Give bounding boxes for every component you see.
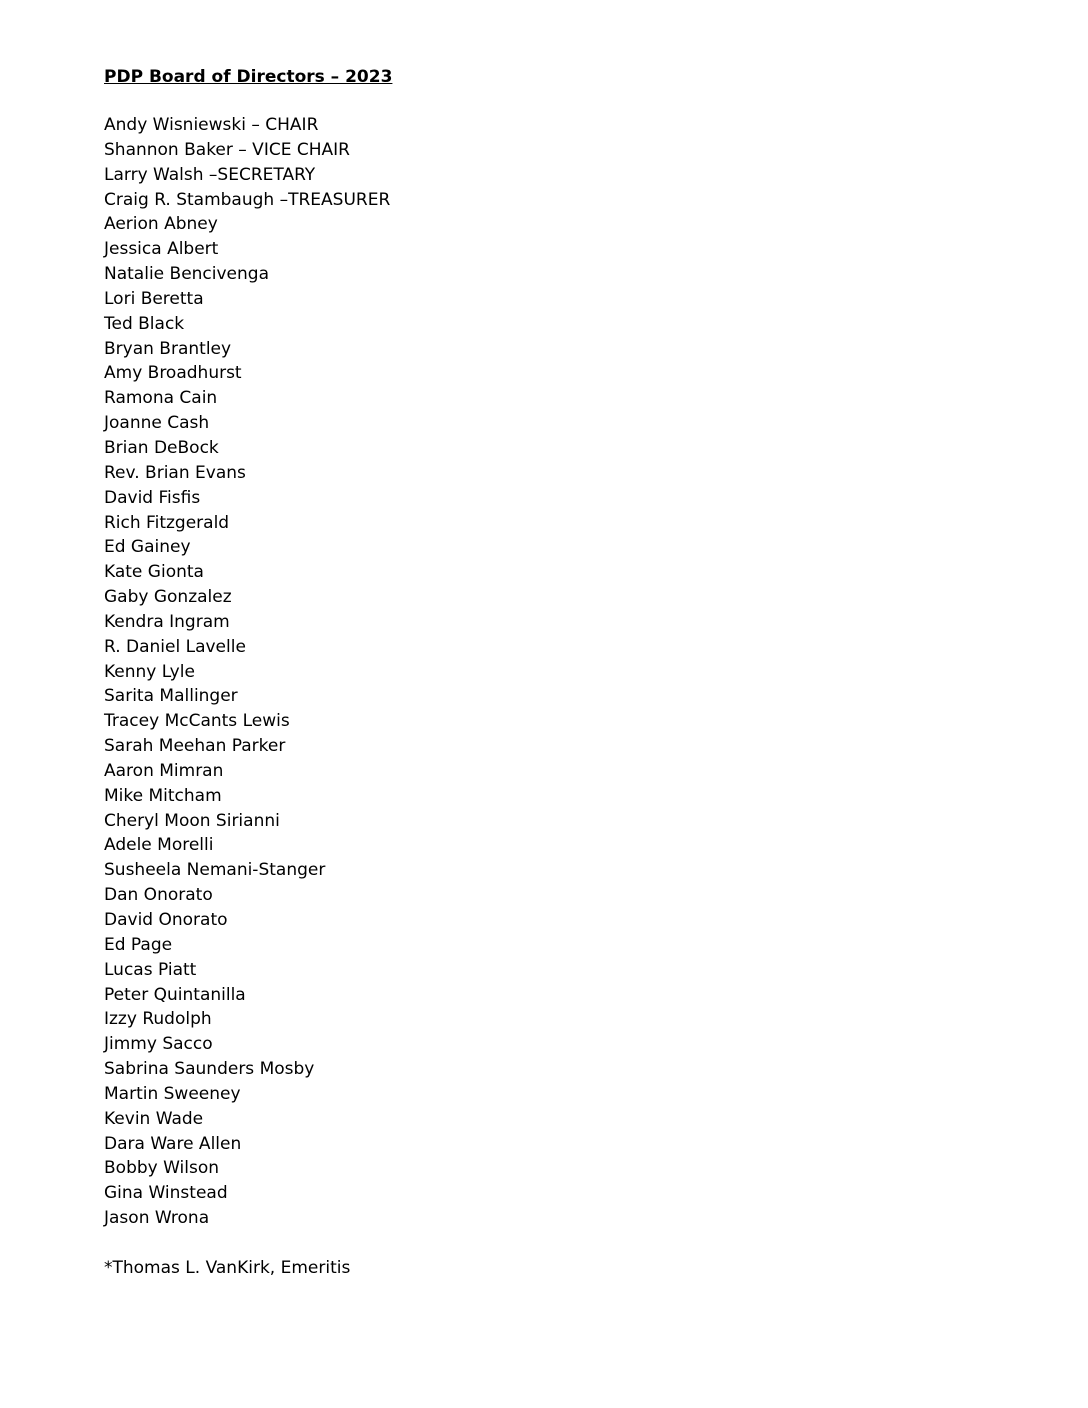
board-member-item: Kate Gionta [104, 562, 204, 583]
document-title: PDP Board of Directors – 2023 [104, 67, 393, 87]
board-member-item: Kenny Lyle [104, 661, 195, 682]
board-member-item: Tracey McCants Lewis [104, 711, 290, 732]
board-member-item: Kevin Wade [104, 1108, 204, 1129]
emeritus-note: *Thomas L. VanKirk, Emeritis [104, 1257, 351, 1278]
board-member-item: David Onorato [104, 910, 228, 930]
board-member-item: Mike Mitcham [104, 785, 222, 806]
board-member-item: Gina Winstead [104, 1183, 228, 1204]
board-member-item: Lori Beretta [104, 288, 204, 309]
board-member-item: Lucas Piatt [104, 959, 197, 980]
board-member-item: Sabrina Saunders Mosby [104, 1059, 315, 1080]
board-member-item: Jason Wrona [104, 1208, 210, 1229]
board-member-item: Dara Ware Allen [104, 1133, 242, 1154]
board-member-item: Bobby Wilson [104, 1158, 220, 1179]
board-member-item: Natalie Bencivenga [104, 264, 269, 285]
board-member-item: Dan Onorato [104, 885, 213, 906]
board-member-item: Gaby Gonzalez [104, 587, 232, 608]
board-member-item: Rev. Brian Evans [104, 462, 246, 483]
board-member-item: Jessica Albert [104, 239, 219, 260]
board-member-item: Andy Wisniewski – CHAIR [104, 115, 319, 135]
board-member-item: Aerion Abney [104, 214, 218, 235]
board-member-item: Ed Gainey [104, 537, 191, 558]
board-member-item: Martin Sweeney [104, 1083, 241, 1104]
board-member-item: Izzy Rudolph [104, 1009, 212, 1030]
board-member-item: Brian DeBock [104, 437, 219, 458]
board-member-item: Ed Page [104, 934, 173, 955]
board-member-item: Amy Broadhurst [104, 363, 242, 384]
board-member-item: Ted Black [104, 313, 185, 334]
board-member-item: Larry Walsh –SECRETARY [104, 164, 316, 185]
board-member-item: Sarita Mallinger [104, 686, 238, 707]
board-member-item: Susheela Nemani-Stanger [104, 860, 326, 881]
board-member-item: Craig R. Stambaugh –TREASURER [104, 189, 391, 210]
board-member-list [104, 113, 1004, 1231]
board-member-item: Bryan Brantley [104, 338, 232, 359]
document-page [104, 63, 1004, 1281]
board-member-item: Rich Fitzgerald [104, 512, 230, 533]
board-member-item: Shannon Baker – VICE CHAIR [104, 139, 350, 160]
board-member-item: Sarah Meehan Parker [104, 736, 286, 757]
board-member-item: Adele Morelli [104, 835, 214, 856]
board-member-item: Ramona Cain [104, 388, 218, 409]
board-member-item: David Fisfis [104, 487, 201, 508]
board-member-item: Kendra Ingram [104, 611, 230, 632]
board-member-item: Joanne Cash [104, 413, 210, 434]
board-member-item: Cheryl Moon Sirianni [104, 810, 280, 831]
board-member-item: Aaron Mimran [104, 760, 224, 781]
board-member-item: Jimmy Sacco [104, 1034, 213, 1055]
board-member-item: R. Daniel Lavelle [104, 636, 246, 657]
board-member-item: Peter Quintanilla [104, 984, 246, 1005]
